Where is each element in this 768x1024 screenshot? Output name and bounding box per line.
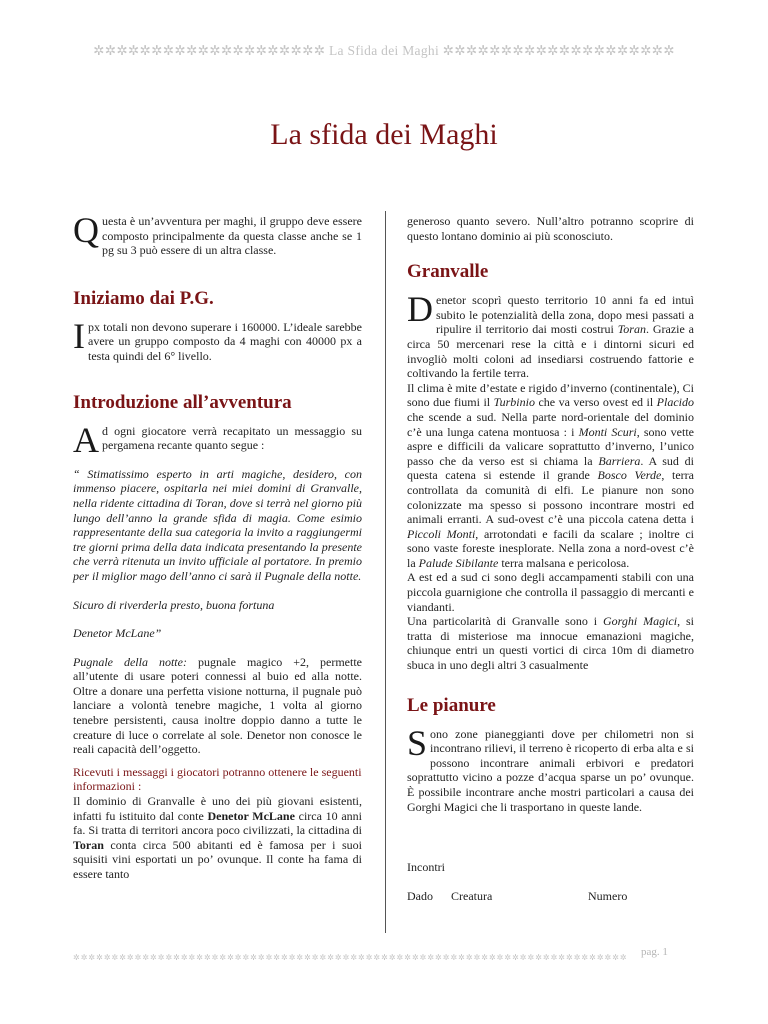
granvalle-text-2e: . A sud di questa catena si estende il grande xyxy=(407,453,694,483)
place-piccoli-monti: Piccoli Monti xyxy=(407,526,476,541)
right-column xyxy=(407,214,694,903)
column-header: Creatura xyxy=(451,888,493,903)
encounters-label: Incontri xyxy=(407,860,445,875)
page-number: pag. 1 xyxy=(641,946,668,958)
letter-text: “ Stimatissimo esperto in arti magiche, desidero, con immenso piacere, ospitarla nei miei domini di Granvalle, nella ridente cittadina di Toran, dove si terrà nel giorno più lungo dell’anno la grande sfida di magia. Come esimio rappresentante della sua categoria la invito a raggiungermi tre giorni prima della data indicata presentando la presente che verrà ritenuta un invito ufficiale al portatore. In premio per il miglior mago dell’anno ci sarà il Pugnale della notte. xyxy=(73,466,362,583)
column-header: Dado xyxy=(407,888,433,903)
pg-paragraph xyxy=(73,315,362,364)
left-column xyxy=(73,210,362,882)
heading-iniziamo: Iniziamo dai P.G. xyxy=(73,287,214,309)
place-toran: Toran xyxy=(617,322,646,337)
dagger-label: Pugnale della notte: xyxy=(73,654,187,669)
place-gorghi-magici: Gorghi Magici xyxy=(602,614,678,629)
place-barriera: Barriera xyxy=(598,453,641,468)
drop-cap: D xyxy=(407,289,433,330)
intro-text: uesta è un’avventura per maghi, il gruppo deve essere composto principalmente da questa classe anche se 1 pg su 3 può essere di un altra classe. xyxy=(102,214,362,258)
heading-granvalle: Granvalle xyxy=(407,261,489,283)
intro-adventure-paragraph xyxy=(73,419,362,460)
footer-ornament: ✲✲✲✲✲✲✲✲✲✲✲✲✲✲✲✲✲✲✲✲✲✲✲✲✲✲✲✲✲✲✲✲✲✲✲✲✲✲✲✲✲✲✲✲✲✲✲✲✲✲✲✲✲✲✲✲✲✲✲✲✲✲✲✲✲✲✲✲✲✲✲✲ xyxy=(73,953,628,962)
granvalle-text-2f: , terra controllata da comunità di elfi. Le pianure non sono colonizzate ma spesso si possono incontrare mostri ed animali erranti. A sud-ovest c’è una piccola catena detta i xyxy=(407,468,694,527)
continuation-paragraph: generoso quanto severo. Null’altro potranno scoprire di questo lontano dominio ai più sconosciuto. xyxy=(407,214,694,243)
place-palude-sibilante: Palude Sibilante xyxy=(418,555,499,570)
column-divider xyxy=(385,211,386,933)
drop-cap: I xyxy=(73,315,85,356)
place-turbinio: Turbinio xyxy=(493,395,535,410)
info-text-c: conta circa 500 abitanti ed è famosa per i suoi squisiti vini esportati un po’ ovunque. Il conte ha fama di essere tanto xyxy=(73,837,362,881)
pg-text: px totali non devono superare i 160000. L’ideale sarebbe avere un gruppo composto da 4 maghi con 40000 px a testa quindi del 6° livello. xyxy=(88,319,362,363)
drop-cap: A xyxy=(73,419,99,460)
heading-introduzione: Introduzione all’avventura xyxy=(73,391,292,413)
granvalle-text-2d: , sono vette aspre e difficili da valicare soprattutto d’inverno, l’unico passo che da verso est si chiama la xyxy=(407,424,695,468)
info-text-a: Il dominio di Granvalle è uno dei più giovani esistenti, infatti fu istituito dal conte xyxy=(73,794,362,823)
granvalle-text-1b: . Grazie a circa 50 mercenari rese la città e i dintorni sicuri ed invogliò molti coloni ad insediarsi costruendo fattorie e coltivando la fertile terra. xyxy=(407,322,694,381)
granvalle-paragraph-3: A est ed a sud ci sono degli accampamenti stabili con una piccola guarnigione che controlla il passaggio di mercanti e viandanti. xyxy=(407,570,694,614)
drop-cap: Q xyxy=(73,210,99,250)
info-note: Ricevuti i messaggi i giocatori potranno ottenere le seguenti informazioni : xyxy=(73,764,362,794)
info-name-denetor: Denetor McLane xyxy=(207,808,295,823)
pianure-text: ono zone pianeggianti dove per chilometri non si incontrano rilievi, il terreno è ricoperto di erba alta e si possono incontrare animali erbivori e predatori soprattutto vicino a pozze d’acqua sparse un po’ ovunque. È possibile incontrare anche mostri particolari a causa dei Gorghi Magici che li trasportano in queste lande. xyxy=(407,726,694,814)
column-header: Numero xyxy=(588,888,628,903)
letter-closing: Sicuro di riverderla presto, buona fortuna xyxy=(73,597,275,612)
page-title: La sfida dei Maghi xyxy=(270,118,498,151)
granvalle-text-2b: che va verso ovest ed il xyxy=(534,395,657,410)
heading-pianure: Le pianure xyxy=(407,694,496,716)
granvalle-paragraph-4 xyxy=(407,614,694,672)
granvalle-text-4a: Una particolarità di Granvalle sono i xyxy=(407,614,603,629)
intro-adventure-text: d ogni giocatore verrà recapitato un messaggio su pergamena recante quanto segue : xyxy=(102,423,362,453)
dagger-paragraph xyxy=(73,655,362,757)
granvalle-text-2a: Il clima è mite d’estate e rigido d’inverno (continentale), Ci sono due fiumi il xyxy=(407,380,694,410)
granvalle-text-2g: , arrotondati e facili da scalare ; inoltre ci sono vaste foreste inesplorate. Nella zona a nord-ovest c’è la xyxy=(407,526,694,570)
running-header: ✲✲✲✲✲✲✲✲✲✲✲✲✲✲✲✲✲✲✲✲ La Sfida dei Maghi ✲✲✲✲✲✲✲✲✲✲✲✲✲✲✲✲✲✲✲✲ xyxy=(93,43,675,58)
info-name-toran: Toran xyxy=(73,837,104,852)
granvalle-text-2h: terra malsana e pericolosa. xyxy=(498,555,630,570)
place-monti-scuri: Monti Scuri xyxy=(578,424,637,439)
info-paragraph xyxy=(73,794,362,882)
pianure-paragraph xyxy=(407,722,694,815)
info-text-b: circa 10 anni fa. Si tratta di territori ancora poco civilizzati, la cittadina di xyxy=(73,808,362,838)
granvalle-text-2c: che scende a sud. Nella parte nord-orientale del dominio c’è una lunga catena montuosa : i xyxy=(407,409,694,439)
dagger-text: pugnale magico +2, permette all’utente di usare poteri connessi al buio ed alla notte. Oltre a donare una perfetta visione notturna, il pugnale può lanciare a volontà tenebre magiche, 1 volta al giorno tenebre persistenti, causa inoltre doppio danno a tutte le creature di luce o correlate al sole. Denetor non conosce le reali capacità dell’oggetto. xyxy=(73,654,362,757)
granvalle-text-4b: , si tratta di misteriose ma innocue emanazioni magiche, chiunque entri un questi vortici di circa 10m di diametro sbuca in uno degli altri 3 casualmente xyxy=(407,614,694,673)
letter-signature: Denetor McLane” xyxy=(73,626,162,641)
granvalle-text-1a: enetor scoprì questo territorio 10 anni fa ed intuì subito le potenzialità della zona, dopo mesi passati a ripulire il territorio dai mosti costrui xyxy=(436,293,694,337)
place-bosco-verde: Bosco Verde xyxy=(597,468,662,483)
granvalle-paragraph-2 xyxy=(407,381,694,571)
drop-cap: S xyxy=(407,722,428,763)
encounters-table-header xyxy=(407,889,694,904)
intro-paragraph xyxy=(73,210,362,258)
place-placido: Placido xyxy=(656,395,694,410)
granvalle-paragraph-1 xyxy=(407,289,694,381)
